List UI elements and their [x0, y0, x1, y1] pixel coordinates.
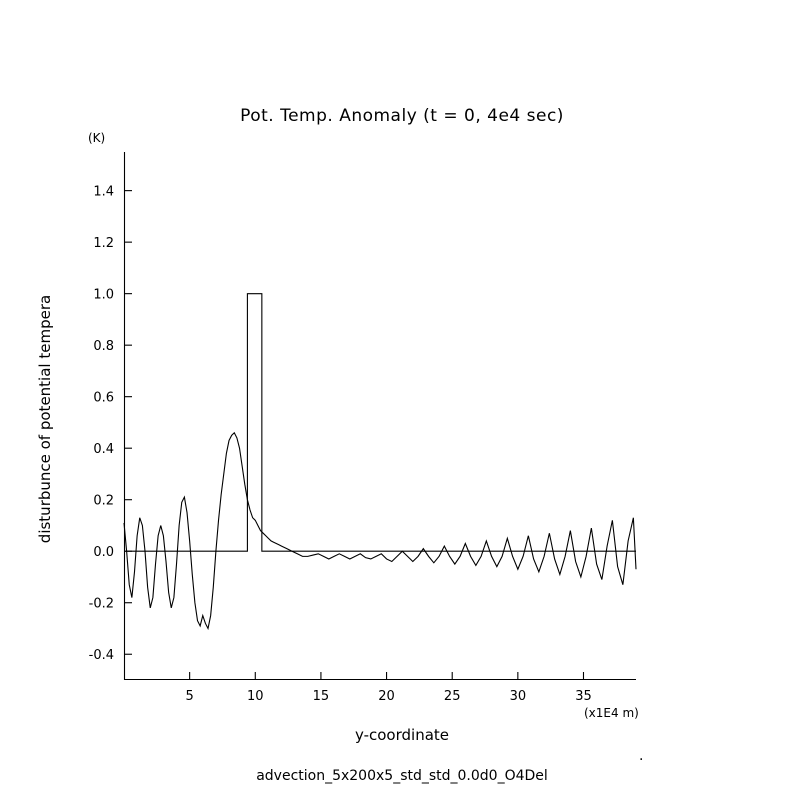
svg-text:0.4: 0.4: [93, 442, 114, 458]
svg-text:5: 5: [185, 689, 194, 704]
plot-area: [88, 152, 636, 704]
svg-text:0.6: 0.6: [93, 390, 114, 406]
svg-text:0.0: 0.0: [93, 545, 114, 561]
chart-title: Pot. Temp. Anomaly (t = 0, 4e4 sec): [240, 106, 564, 126]
svg-text:1.2: 1.2: [93, 236, 114, 252]
axes: [89, 152, 636, 704]
footer-mark: .: [639, 748, 644, 764]
svg-text:35: 35: [575, 689, 592, 704]
y-unit-label: (K): [88, 131, 106, 145]
svg-text:25: 25: [443, 689, 461, 704]
svg-text:20: 20: [378, 689, 395, 704]
plot-svg: [88, 152, 636, 704]
x-unit-label: (x1E4 m): [584, 706, 639, 720]
svg-text:0.8: 0.8: [93, 339, 114, 355]
svg-text:-0.4: -0.4: [88, 648, 114, 664]
x-axis-title: y-coordinate: [354, 726, 450, 744]
svg-text:0.2: 0.2: [93, 493, 114, 509]
svg-text:1.4: 1.4: [93, 184, 114, 200]
svg-text:30: 30: [509, 689, 527, 704]
svg-text:-0.2: -0.2: [88, 596, 114, 612]
series-line-0: [124, 433, 636, 629]
series-line-1: [124, 294, 636, 552]
svg-text:15: 15: [312, 689, 330, 704]
y-axis-title: disturbunce of potential tempera: [36, 294, 54, 544]
footer-caption: advection_5x200x5_std_std_0.0d0_O4Del: [256, 768, 548, 784]
svg-text:1.0: 1.0: [93, 287, 114, 303]
svg-text:10: 10: [247, 689, 264, 704]
series: [124, 294, 636, 629]
